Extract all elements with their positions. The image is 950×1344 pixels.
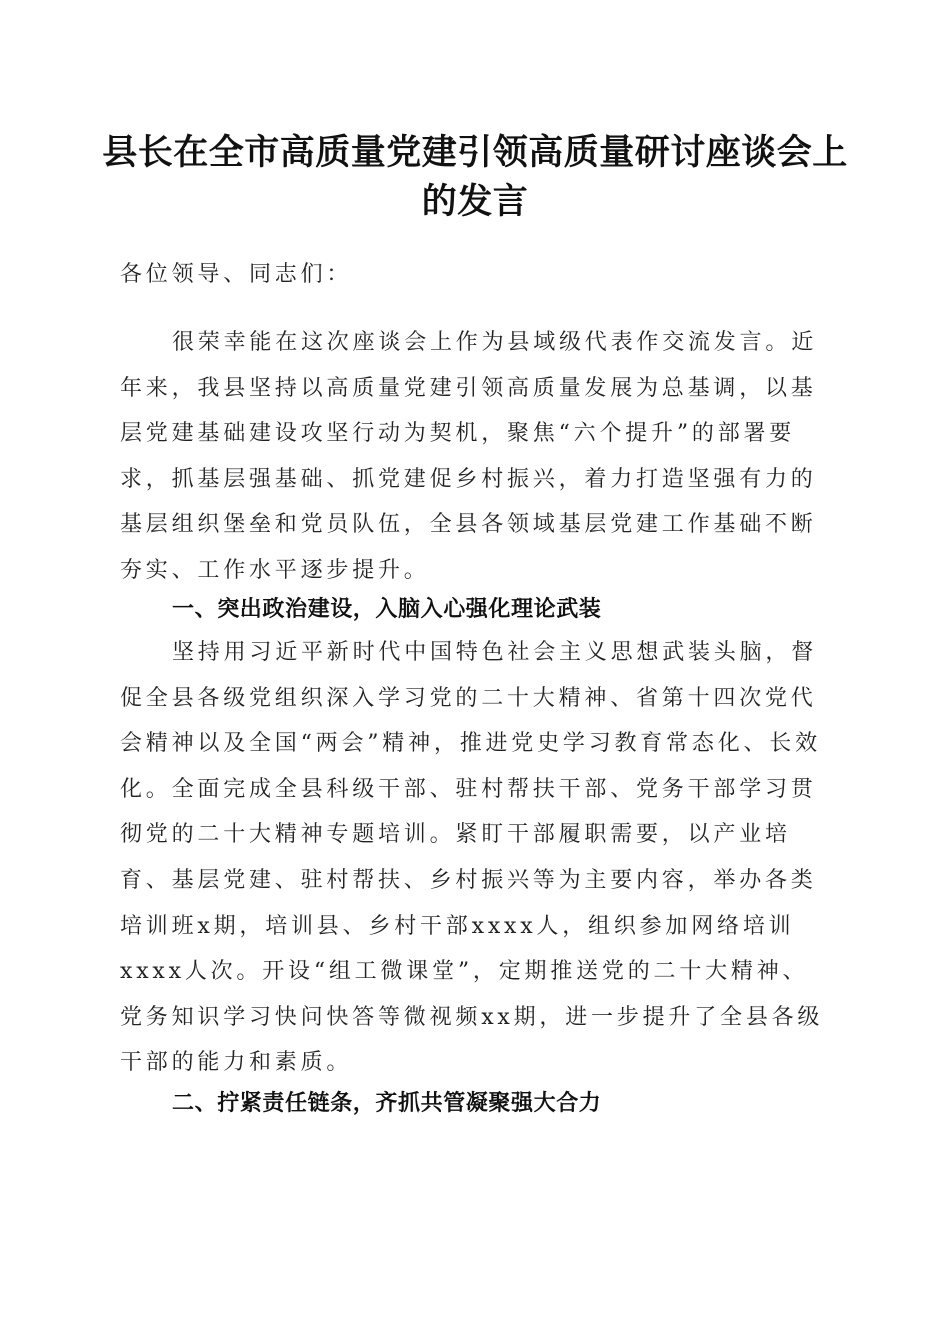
salutation: 各位领导、同志们： [120, 262, 353, 287]
intro-paragraph: 很荣幸能在这次座谈会上作为县域级代表作交流发言。近年来，我县坚持以高质量党建引领高质量发展为总基调，以基层党建基础建设攻坚行动为契机，聚焦“六个提升”的部署要求，抓基层强基础、抓党建促乡村振兴，着力打造坚强有力的基层组织堡垒和党员队伍，全县各领域基层党建工作基础不断夯实、工作水平逐步提升。 [120, 330, 818, 583]
section-heading-2: 二、拧紧责任链条，齐抓共管凝聚强大合力 [172, 1091, 602, 1116]
document-title: 县长在全市高质量党建引领高质量研讨座谈会上的发言 [102, 132, 848, 222]
section-1-paragraph: 坚持用习近平新时代中国特色社会主义思想武装头脑，督促全县各级党组织深入学习党的二十大精神、省第十四次党代会精神以及全国“两会”精神，推进党史学习教育常态化、长效化。全面完成全县科级干部、驻村帮扶干部、党务干部学习贯彻党的二十大精神专题培训。紧盯干部履职需要，以产业培育、基层党建、驻村帮扶、乡村振兴等为主要内容，举办各类培训班x期，培训县、乡村干部xxxx人，组织参加网络培训xxxx人次。开设“组工微课堂”，定期推送党的二十大精神、党务知识学习快问快答等微视频xx期，进一步提升了全县各级干部的能力和素质。 [120, 640, 824, 1076]
section-heading-1: 一、突出政治建设，入脑入心强化理论武装 [172, 597, 602, 622]
